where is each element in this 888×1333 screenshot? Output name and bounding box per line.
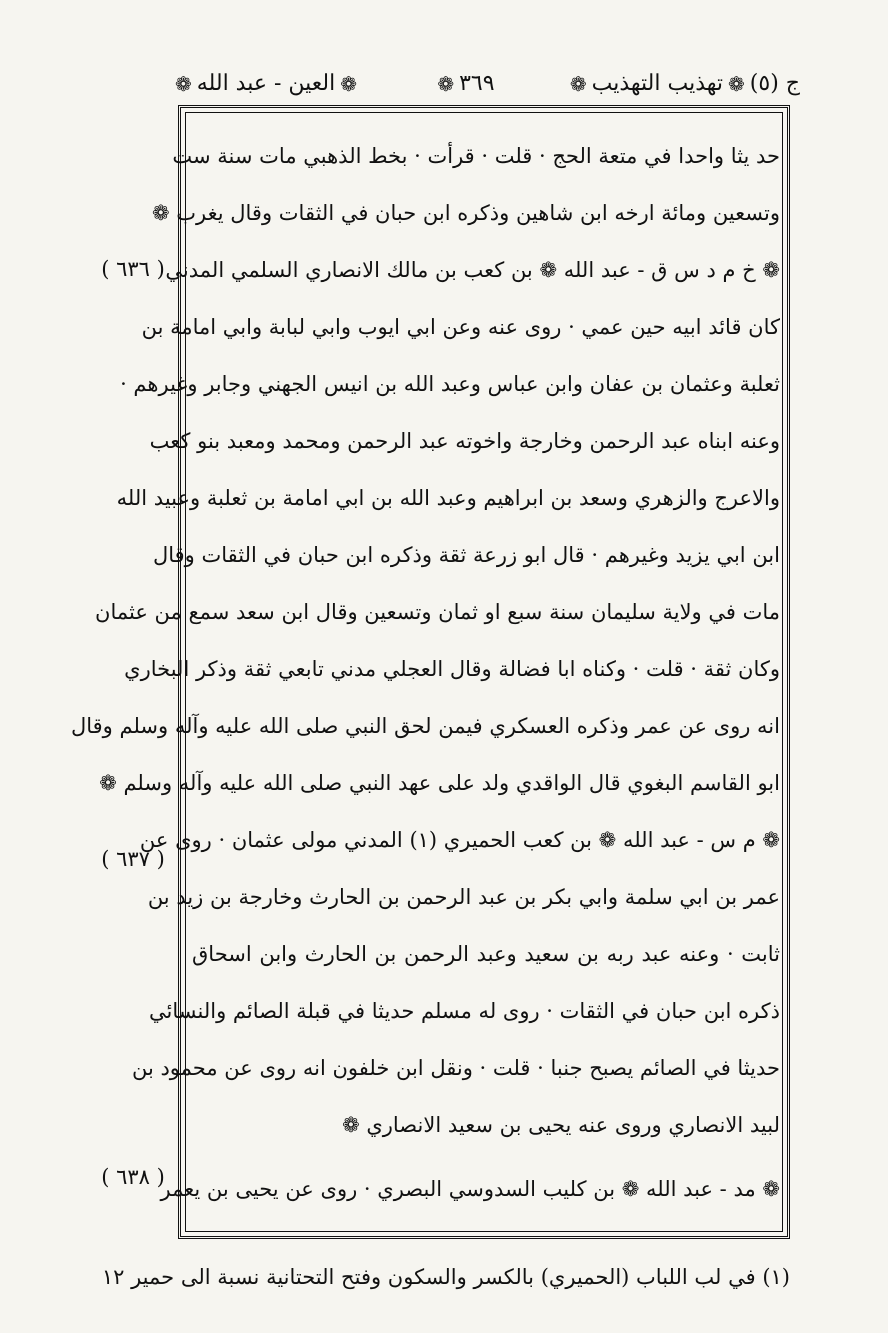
- body-line: والاعرج والزهري وسعد بن ابراهيم وعبد الله بن ابي امامة بن ثعلبة وعبيد الله: [116, 486, 780, 510]
- ornament-star-icon: ❁: [728, 72, 745, 96]
- body-line: وتسعين ومائة ارخه ابن شاهين وذكره ابن حبان في الثقات وقال يغرب ❁: [152, 201, 780, 225]
- entry-number: ( ٦٣٨ ): [101, 1165, 165, 1189]
- header-book-title: تهذيب التهذيب: [591, 71, 724, 96]
- running-header: [170, 62, 800, 106]
- body-line: حديثا في الصائم يصبح جنبا · قلت · ونقل ابن خلفون انه روى عن محمود بن: [131, 1056, 780, 1080]
- body-line: وكان ثقة · قلت · وكناه ابا فضالة وقال العجلي مدني تابعي ثقة وذكر البخاري: [124, 657, 780, 681]
- body-line: كان قائد ابيه حين عمي · روى عنه وعن ابي ايوب وابي لبابة وابي امامة بن: [141, 315, 780, 339]
- body-line: ابن ابي يزيد وغيرهم · قال ابو زرعة ثقة وذكره ابن حبان في الثقات وقال: [152, 543, 780, 567]
- header-volume-segment: [565, 62, 800, 106]
- body-line: عمر بن ابي سلمة وابي بكر بن عبد الرحمن بن الحارث وخارجة بن زيد بن: [147, 885, 780, 909]
- body-line: لبيد الانصاري وروى عنه يحيى بن سعيد الانصاري ❁: [342, 1113, 780, 1137]
- entry-number: ( ٦٣٦ ): [101, 257, 165, 281]
- header-page-number-segment: [432, 62, 494, 106]
- entry-number: ( ٦٣٧ ): [101, 847, 165, 871]
- entry-heading-line: ❁ م س - عبد الله ❁ بن كعب الحميري (١) المدني مولى عثمان · روى عن: [139, 828, 780, 852]
- body-line: ابو القاسم البغوي قال الواقدي ولد على عهد النبي صلى الله عليه وآله وسلم ❁: [99, 771, 780, 795]
- body-line: ثابت · وعنه عبد ربه بن سعيد وعبد الرحمن بن الحارث وابن اسحاق: [192, 942, 780, 966]
- body-line: انه روى عن عمر وذكره العسكري فيمن لحق النبي صلى الله عليه وآله وسلم وقال: [70, 714, 780, 738]
- footnote: (١) في لب اللباب (الحميري) بالكسر والسكون وفتح التحتانية نسبة الى حمير ١٢: [101, 1265, 790, 1289]
- entry-heading-line: ❁ خ م د س ق - عبد الله ❁ بن كعب بن مالك الانصاري السلمي المدني: [165, 258, 780, 282]
- ornament-star-icon: ❁: [175, 72, 192, 96]
- ornament-star-icon: ❁: [569, 72, 587, 96]
- body-line: وعنه ابناه عبد الرحمن وخارجة واخوته عبد الرحمن ومحمد ومعبد بنو كعب: [149, 429, 780, 453]
- header-section-segment: [170, 62, 362, 106]
- ornament-star-icon: ❁: [437, 72, 455, 96]
- body-line: حد يثا واحدا في متعة الحج · قلت · قرأت · بخط الذهبي مات سنة ست: [172, 144, 780, 168]
- body-line: ذكره ابن حبان في الثقات · روى له مسلم حديثا في قبلة الصائم والنسائي: [149, 999, 780, 1023]
- header-volume: ج (٥): [749, 71, 800, 96]
- header-page-number: ٣٦٩: [459, 71, 495, 96]
- header-section: العين - عبد الله: [196, 71, 336, 96]
- entry-heading-line: ❁ مد - عبد الله ❁ بن كليب السدوسي البصري · روى عن يحيى بن يعمر: [160, 1177, 780, 1201]
- body-line: مات في ولاية سليمان سنة سبع او ثمان وتسعين وقال ابن سعد سمع من عثمان: [95, 600, 780, 624]
- ornament-star-icon: ❁: [340, 72, 357, 96]
- body-line: ثعلبة وعثمان بن عفان وابن عباس وعبد الله بن انيس الجهني وجابر وغيرهم ·: [120, 372, 780, 396]
